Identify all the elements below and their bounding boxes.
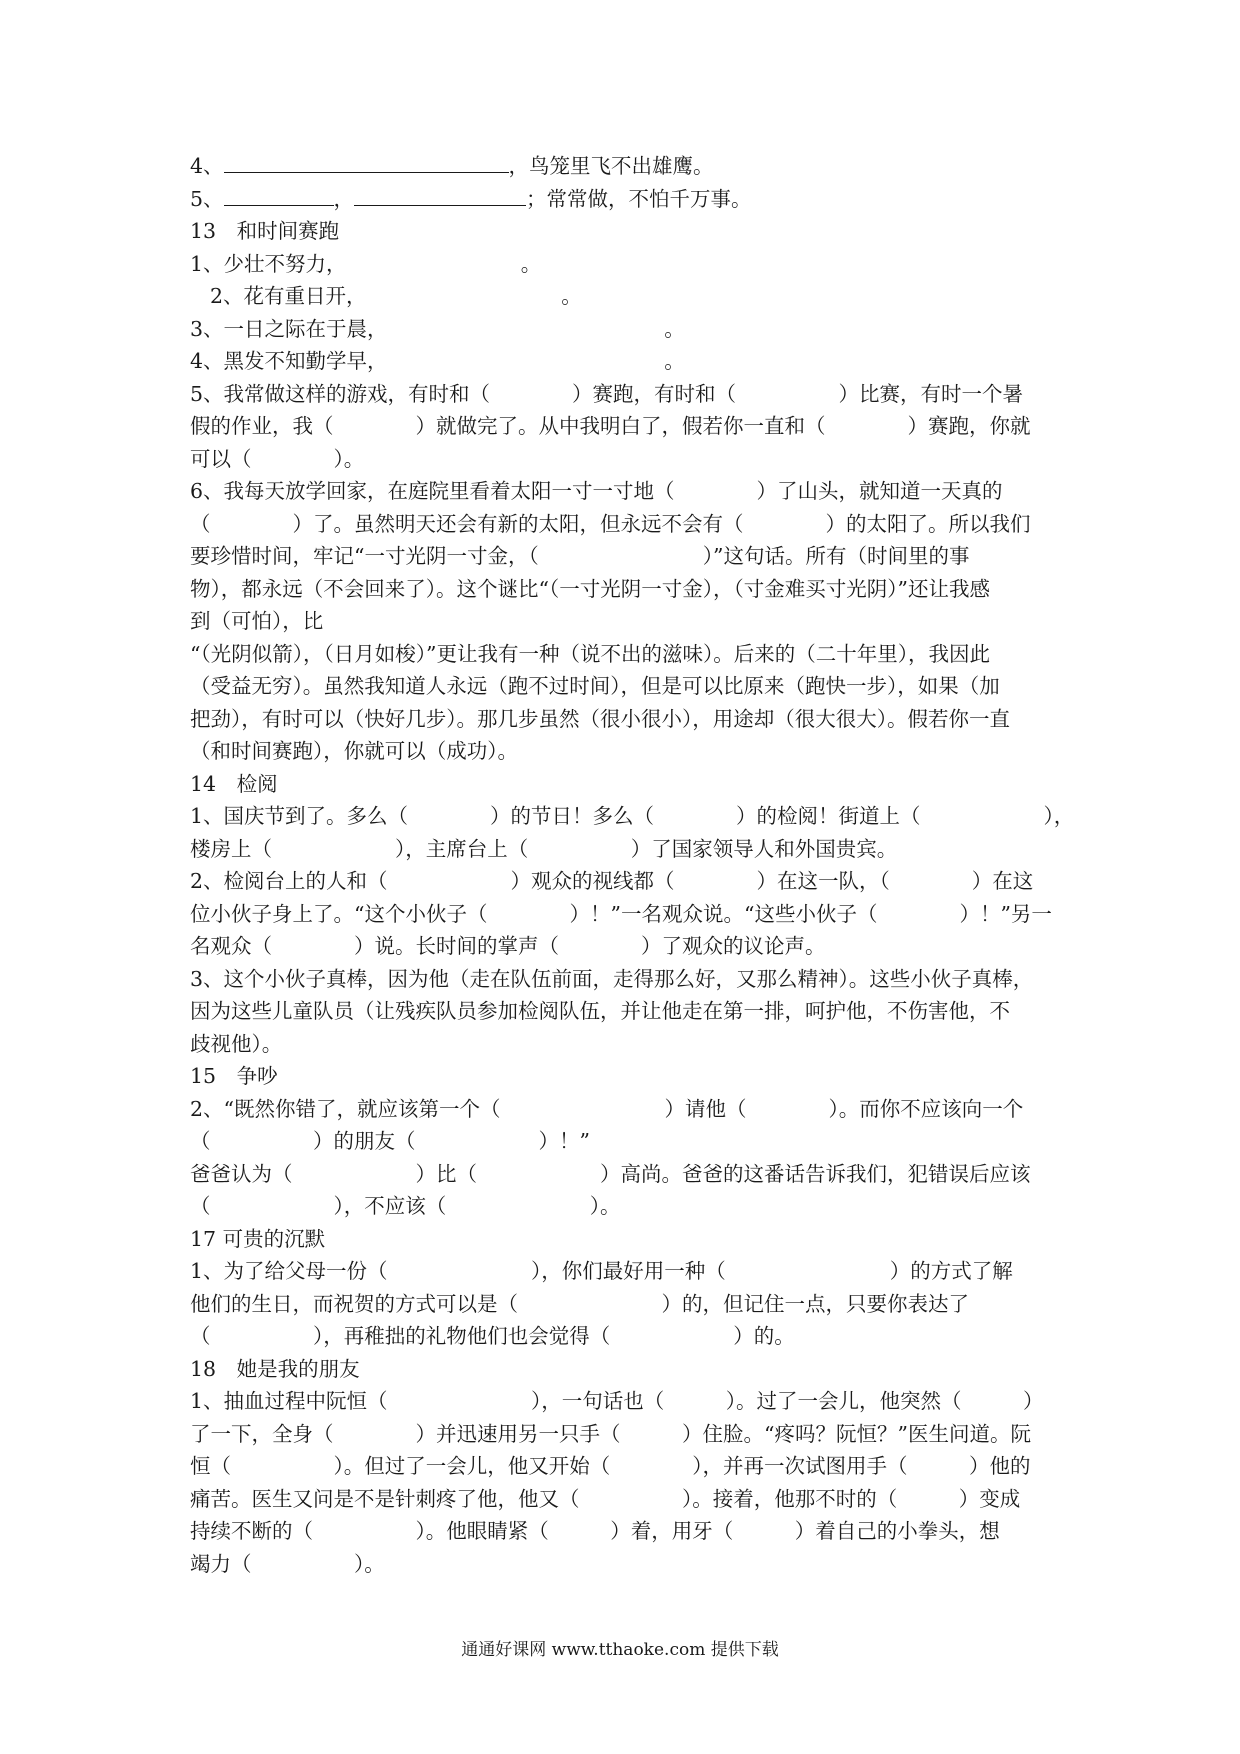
- text-line: 爸爸认为（ ）比（ ）高尚。爸爸的这番话告诉我们，犯错误后应该: [190, 1161, 1031, 1186]
- fill-in-blank[interactable]: [224, 150, 509, 173]
- text-line: 歧视他）。: [190, 1031, 283, 1056]
- text-line: 物），都永远（不会回来了）。这个谜比“（一寸光阴一寸金），（寸金难买寸光阴）”还让我感: [190, 576, 990, 601]
- text-line: [190, 150, 1060, 183]
- text-line: 竭力（ ）。: [190, 1551, 385, 1576]
- text-line: [190, 183, 1060, 216]
- text-line: 14 检阅: [190, 771, 278, 796]
- text-line: 恒（ ）。但过了一会儿，他又开始（ ），并再一次试图用手（ ）他的: [190, 1454, 1031, 1478]
- line-suffix: ，鸟笼里飞不出雄鹰。: [508, 154, 714, 178]
- text-line: 15 争吵: [190, 1064, 278, 1088]
- line-prefix: 5、: [190, 186, 224, 211]
- line-separator: ，: [333, 186, 355, 211]
- text-line: 他们的生日，而祝贺的方式可以是（ ）的，但记住一点，只要你表达了: [190, 1291, 969, 1316]
- text-line: （ ），不应该（ ）。: [190, 1194, 621, 1218]
- text-line: （ ），再稚拙的礼物他们也会觉得（ ）的。: [190, 1324, 795, 1348]
- text-line: 17 可贵的沉默: [190, 1226, 326, 1251]
- text-line: 2、检阅台上的人和（ ）观众的视线都（ ）在这一队，（ ）在这: [190, 869, 1034, 893]
- text-line: 5、我常做这样的游戏，有时和（ ）赛跑，有时和（ ）比赛，有时一个暑: [190, 381, 1024, 406]
- text-line: 2、花有重日开， 。: [210, 284, 582, 308]
- text-line: 3、这个小伙子真棒，因为他（走在队伍前面，走得那么好，又那么精神）。这些小伙子真棒，: [190, 966, 1034, 991]
- text-line: 痛苦。医生又问是不是针刺疼了他，他又（ ）。接着，他那不时的（ ）变成: [190, 1486, 1021, 1511]
- text-line: 到（可怕），比: [190, 609, 324, 633]
- fill-in-blank[interactable]: [224, 183, 334, 206]
- text-line: （ ）了。虽然明天还会有新的太阳，但永远不会有（ ）的太阳了。所以我们: [190, 511, 1031, 536]
- text-line: 2、“既然你错了，就应该第一个（ ）请他（ ）。而你不应该向一个: [190, 1096, 1024, 1121]
- text-line: 3、一日之际在于晨， 。: [190, 316, 685, 341]
- text-line: “（光阴似箭），（日月如梭）”更让我有一种（说不出的滋味）。后来的（二十年里），我因此: [190, 641, 990, 666]
- text-line: 持续不断的（ ）。他眼睛紧（ ）着，用牙（ ）着自己的小拳头，想: [190, 1519, 1000, 1543]
- text-line: 1、为了给父母一份（ ），你们最好用一种（ ）的方式了解: [190, 1259, 1013, 1283]
- text-line: 名观众（ ）说。长时间的掌声（ ）了观众的议论声。: [190, 934, 826, 958]
- text-line: 1、国庆节到了。多么（ ）的节日！多么（ ）的检阅！街道上（ ），: [190, 804, 1075, 828]
- fill-in-blank[interactable]: [354, 183, 526, 206]
- download-footer: 通通好课网 www.tthaoke.com 提供下载: [461, 1640, 779, 1660]
- text-line: 4、黑发不知勤学早， 。: [190, 349, 685, 373]
- text-line: 6、我每天放学回家，在庭院里看着太阳一寸一寸地（ ）了山头，就知道一天真的: [190, 479, 1003, 503]
- text-line: （受益无穷）。虽然我知道人永远（跑不过时间），但是可以比原来（跑快一步），如果（加: [190, 674, 1000, 698]
- text-line: 1、抽血过程中阮恒（ ），一句话也（ ）。过了一会儿，他突然（ ）: [190, 1389, 1044, 1413]
- text-line: （和时间赛跑），你就可以（成功）。: [190, 739, 518, 763]
- worksheet-body: [190, 150, 1075, 1580]
- text-line: 要珍惜时间，牢记“一寸光阴一寸金，（ ）”这句话。所有（时间里的事: [190, 544, 970, 568]
- text-line: 位小伙子身上了。“这个小伙子（ ）！”一名观众说。“这些小伙子（ ）！”另一: [190, 901, 1052, 926]
- text-line: 可以（ ）。: [190, 446, 365, 471]
- text-line: 13 和时间赛跑: [190, 219, 340, 243]
- text-line: 了一下，全身（ ）并迅速用另一只手（ ）住脸。“疼吗？阮恒？”医生问道。阮: [190, 1421, 1031, 1446]
- text-line: 假的作业，我（ ）就做完了。从中我明白了，假若你一直和（ ）赛跑，你就: [190, 414, 1031, 438]
- text-line: 楼房上（ ），主席台上（ ）了国家领导人和外国贵宾。: [190, 836, 898, 861]
- line-suffix: ；常常做，不怕千万事。: [526, 186, 752, 211]
- text-line: （ ）的朋友（ ）！”: [190, 1129, 590, 1153]
- text-line: 18 她是我的朋友: [190, 1356, 360, 1381]
- text-line: 因为这些儿童队员（让残疾队员参加检阅队伍，并让他走在第一排，呵护他，不伤害他，不: [190, 999, 1010, 1023]
- text-line: 把劲），有时可以（快好几步）。那几步虽然（很小很小），用途却（很大很大）。假若你一直: [190, 706, 1010, 731]
- line-prefix: 4、: [190, 154, 224, 178]
- text-line: 1、少壮不努力， 。: [190, 251, 542, 276]
